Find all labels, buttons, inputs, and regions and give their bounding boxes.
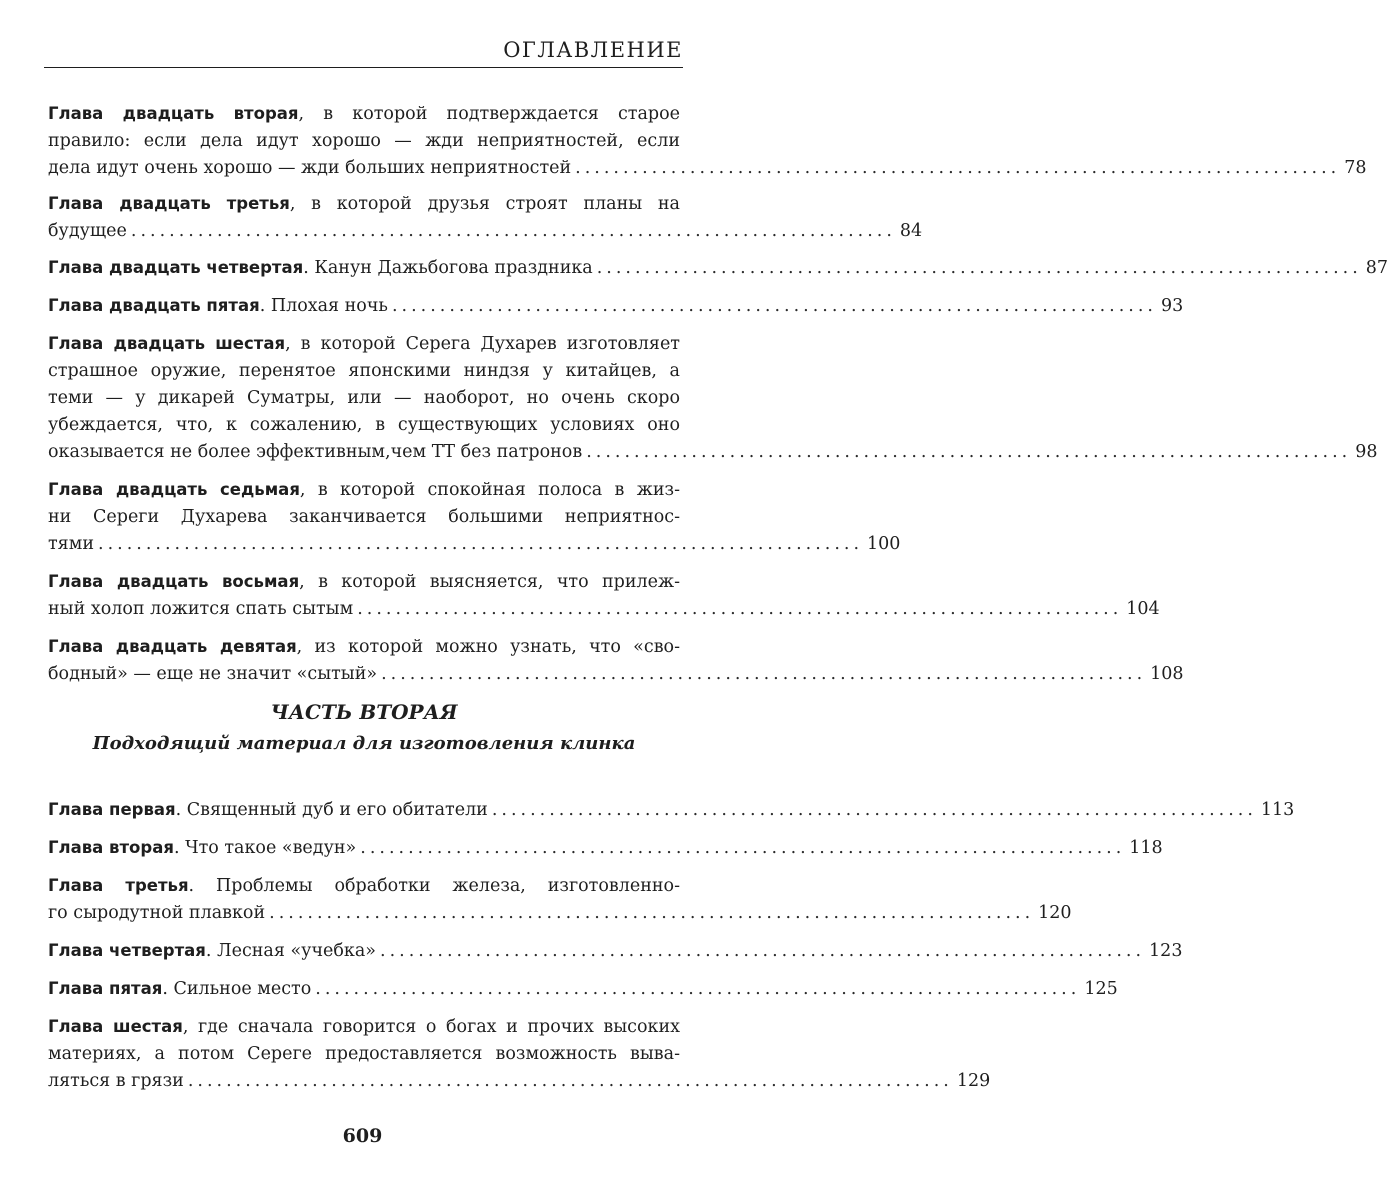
leader-dots: ................................................................................ bbox=[315, 979, 1081, 999]
toc-entry: Глава шестая, где сначала говорится о богах и прочих высоких материях, а потом Сереге предоставляется возможность выва- ляться в грязи ................................................................................ 129 bbox=[48, 1013, 680, 1095]
leader-dots: ................................................................................ bbox=[269, 903, 1035, 923]
page-number: 118 bbox=[1129, 838, 1163, 858]
leader-dots: ................................................................................ bbox=[357, 599, 1123, 619]
leader-dots: ................................................................................ bbox=[381, 664, 1147, 684]
leader-dots: ................................................................................ bbox=[491, 800, 1257, 820]
toc-entry: Глава двадцать третья, в которой друзья строят планы на будущее ................................................................................ 84 bbox=[48, 190, 680, 244]
toc-entry: Глава вторая. Что такое «ведун» ................................................................................ 118 bbox=[48, 834, 680, 862]
toc-entry: Глава двадцать шестая, в которой Серега Духарев изготовляет страшное оружие, перенятое японскими ниндзя у китайцев, а теми — у дикарей Суматры, или — наоборот, но очень скоро убеждается, что, к сожалению, в существующих условиях оно оказывается не более эффективным,чем ТТ без патронов ................................................................................ 98 bbox=[48, 330, 680, 466]
toc-entry: Глава двадцать восьмая, в которой выясняется, что прилеж- ный холоп ложится спать сытым ................................................................................ 104 bbox=[48, 568, 680, 623]
page-number: 84 bbox=[899, 221, 923, 241]
toc-entry: Глава четвертая. Лесная «учебка» ................................................................................ 123 bbox=[48, 937, 680, 965]
part-subheading: Подходящий материал для изготовления клинка bbox=[92, 733, 636, 754]
page-number: 78 bbox=[1344, 158, 1367, 178]
page-number: 125 bbox=[1084, 979, 1118, 999]
page-number: 108 bbox=[1150, 664, 1184, 684]
toc-part2 bbox=[48, 796, 1295, 1095]
page-number: 100 bbox=[867, 534, 901, 554]
part-heading: ЧАСТЬ ВТОРАЯ bbox=[270, 700, 458, 724]
leader-dots: ................................................................................ bbox=[380, 941, 1146, 961]
running-header: ОГЛАВЛЕНИЕ bbox=[44, 38, 683, 68]
page-number: 93 bbox=[1160, 296, 1184, 316]
toc-entry: Глава пятая. Сильное место ................................................................................ 125 bbox=[48, 975, 680, 1003]
leader-dots: ................................................................................ bbox=[187, 1071, 953, 1091]
toc-entry: Глава двадцать девятая, из которой можно узнать, что «сво- бодный» — еще не значит «сытый» ................................................................................ 108 bbox=[48, 633, 680, 688]
page-number: 123 bbox=[1149, 941, 1183, 961]
leader-dots: ................................................................................ bbox=[98, 534, 864, 554]
toc-entry: Глава двадцать седьмая, в которой спокойная полоса в жиз- ни Сереги Духарева заканчивается большими неприятнос- тями ................................................................................ 100 bbox=[48, 476, 680, 558]
folio-page-number: 609 bbox=[342, 1125, 383, 1147]
toc-part1 bbox=[48, 100, 1388, 688]
toc-entry: Глава первая. Священный дуб и его обитатели ................................................................................ 113 bbox=[48, 796, 680, 824]
page-number: 98 bbox=[1355, 442, 1378, 462]
page-number: 120 bbox=[1038, 903, 1072, 923]
toc-entry: Глава двадцать четвертая. Канун Дажьбогова праздника ................................................................................ 87 bbox=[48, 254, 680, 282]
leader-dots: ................................................................................ bbox=[596, 258, 1362, 278]
leader-dots: ................................................................................ bbox=[130, 221, 896, 241]
leader-dots: ................................................................................ bbox=[391, 296, 1157, 316]
page-number: 113 bbox=[1260, 800, 1295, 820]
toc-entry: Глава третья. Проблемы обработки железа, изготовленно- го сыродутной плавкой ................................................................................ 120 bbox=[48, 872, 680, 927]
page-number: 104 bbox=[1126, 599, 1160, 619]
toc-entry: Глава двадцать вторая, в которой подтверждается старое правило: если дела идут хорошо — жди неприятностей, если дела идут очень хорошо — жди больших неприятностей ................................................................................ 78 bbox=[48, 100, 680, 181]
leader-dots: ................................................................................ bbox=[575, 158, 1341, 178]
page-number: 129 bbox=[956, 1071, 991, 1091]
leader-dots: ................................................................................ bbox=[360, 838, 1126, 858]
toc-entry: Глава двадцать пятая. Плохая ночь ................................................................................ 93 bbox=[48, 292, 680, 320]
page-number: 87 bbox=[1365, 258, 1388, 278]
leader-dots: ................................................................................ bbox=[586, 442, 1352, 462]
